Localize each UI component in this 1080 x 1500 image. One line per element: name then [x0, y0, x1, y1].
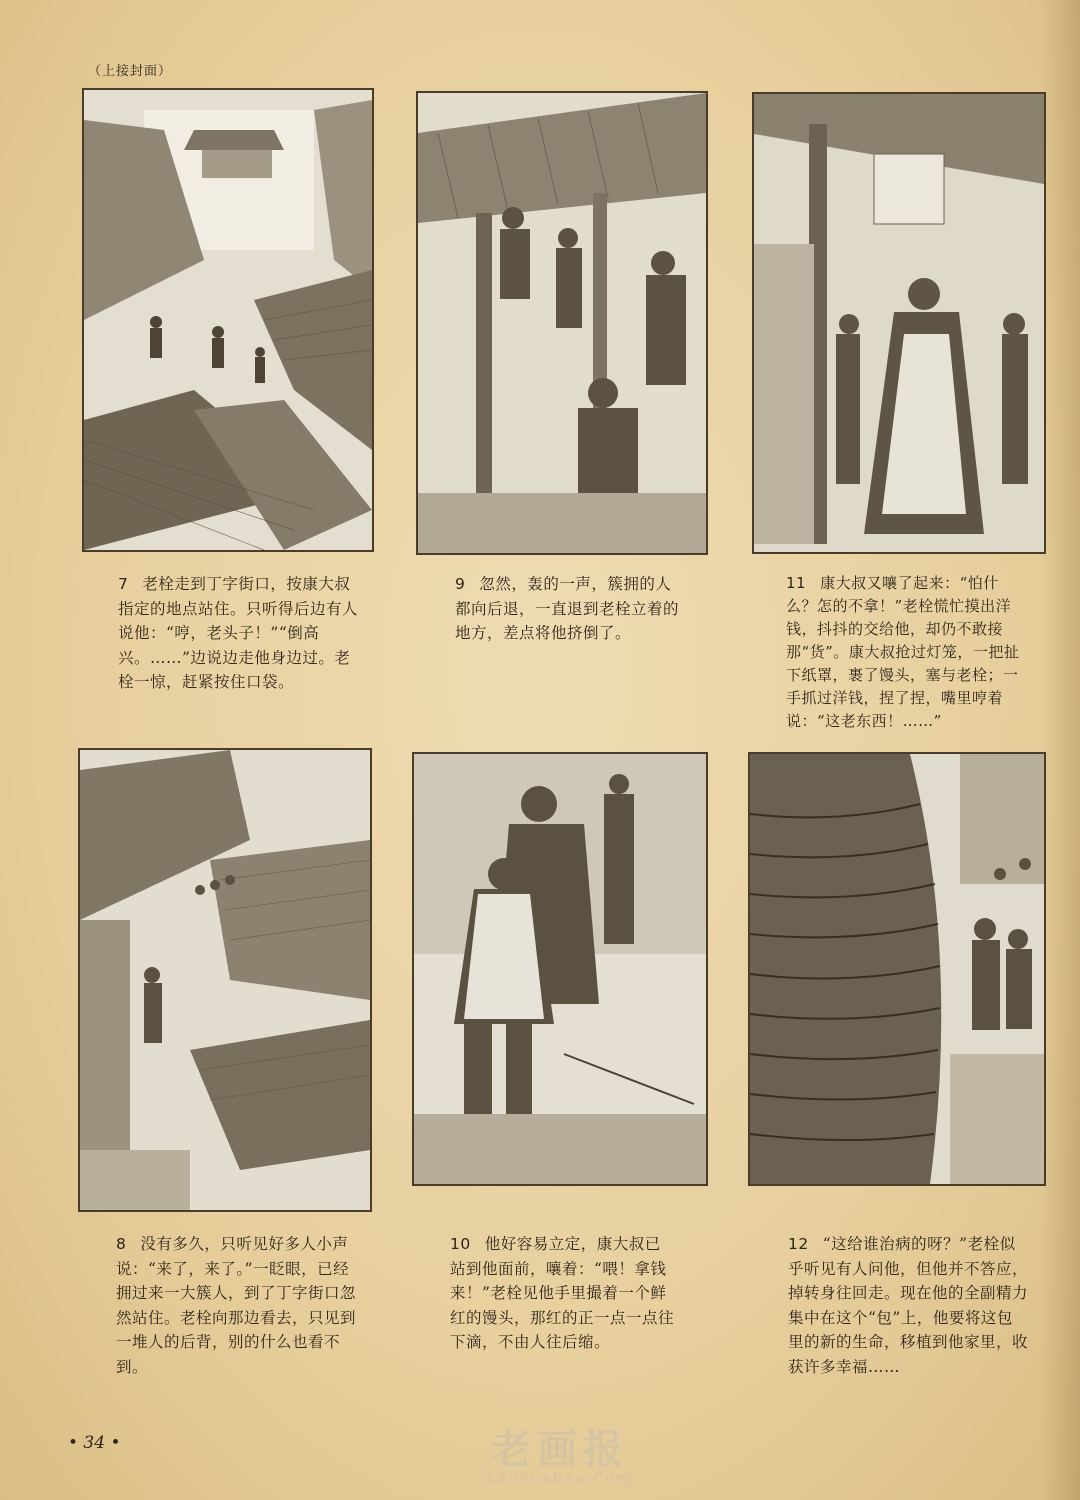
- page-number: • 34 •: [68, 1433, 121, 1453]
- caption-9: [455, 572, 687, 646]
- caption-12-number: 12: [788, 1235, 809, 1253]
- illustration-panel-7: [82, 88, 374, 552]
- walking-home-drawing: [750, 754, 1044, 1184]
- caption-10-text: 他好容易立定，康大叔已站到他面前，嚷着：“喂！拿钱来！”老栓见他手里撮着一个鲜红的馒头，那红的正一点一点往下滴，不由人往后缩。: [450, 1235, 675, 1351]
- caption-9-text: 忽然，轰的一声，簇拥的人都向后退，一直退到老栓立着的地方，差点将他挤倒了。: [455, 575, 680, 642]
- illustration-panel-9: [416, 91, 708, 555]
- illustration-panel-8: [78, 748, 372, 1212]
- caption-7-text: 老栓走到丁字街口，按康大叔指定的地点站住。只听得后边有人说他：“哼，老头子！”“倒高兴。……”边说边走他身边过。老栓一惊，赶紧按住口袋。: [118, 575, 359, 691]
- crowd-pushing-drawing: [418, 93, 706, 553]
- caption-9-number: 9: [455, 575, 466, 593]
- caption-8-text: 没有多久，只听见好多人小声说：“来了，来了。”一眨眼，已经拥过来一大簇人，到了丁字街口忽然站住。老栓向那边看去，只见到一堆人的后背，别的什么也看不到。: [116, 1235, 357, 1376]
- caption-10: [450, 1232, 676, 1355]
- caption-11-number: 11: [786, 574, 807, 592]
- caption-11: [786, 572, 1024, 733]
- kang-facing-drawing: [414, 754, 706, 1184]
- illustration-panel-10: [412, 752, 708, 1186]
- watermark-cn: 老画报: [491, 1427, 629, 1473]
- caption-7-number: 7: [118, 575, 129, 593]
- caption-8: [116, 1232, 358, 1379]
- caption-12: [788, 1232, 1028, 1379]
- caption-11-text: 康大叔又嚷了起来：“怕什么？怎的不拿！”老栓慌忙摸出洋钱，抖抖的交给他，却仍不敢接那“货”。康大叔抢过灯笼，一把扯下纸罩，裹了馒头，塞与老栓；一手抓过洋钱，捏了捏，嘴里哼着说：“这老东西！……”: [786, 574, 1020, 730]
- kang-back-drawing: [754, 94, 1044, 552]
- watermark-en: Laohuabao.Com: [487, 1471, 633, 1486]
- caption-7: [118, 572, 360, 695]
- watermark: [450, 1418, 670, 1486]
- caption-12-text: “这给谁治病的呀？”老栓似乎听见有人问他，但他并不答应，掉转身往回走。现在他的全副精力集中在这个“包”上，他要将这包里的新的生命，移植到他家里，收获许多幸福……: [788, 1235, 1029, 1376]
- caption-10-number: 10: [450, 1235, 471, 1253]
- continued-note: （上接封面）: [88, 64, 173, 79]
- caption-8-number: 8: [116, 1235, 127, 1253]
- illustration-panel-12: [748, 752, 1046, 1186]
- street-rooftops-drawing: [84, 90, 372, 550]
- alley-crowd-drawing: [80, 750, 370, 1210]
- spine-shadow: [1040, 0, 1080, 1500]
- illustration-panel-11: [752, 92, 1046, 554]
